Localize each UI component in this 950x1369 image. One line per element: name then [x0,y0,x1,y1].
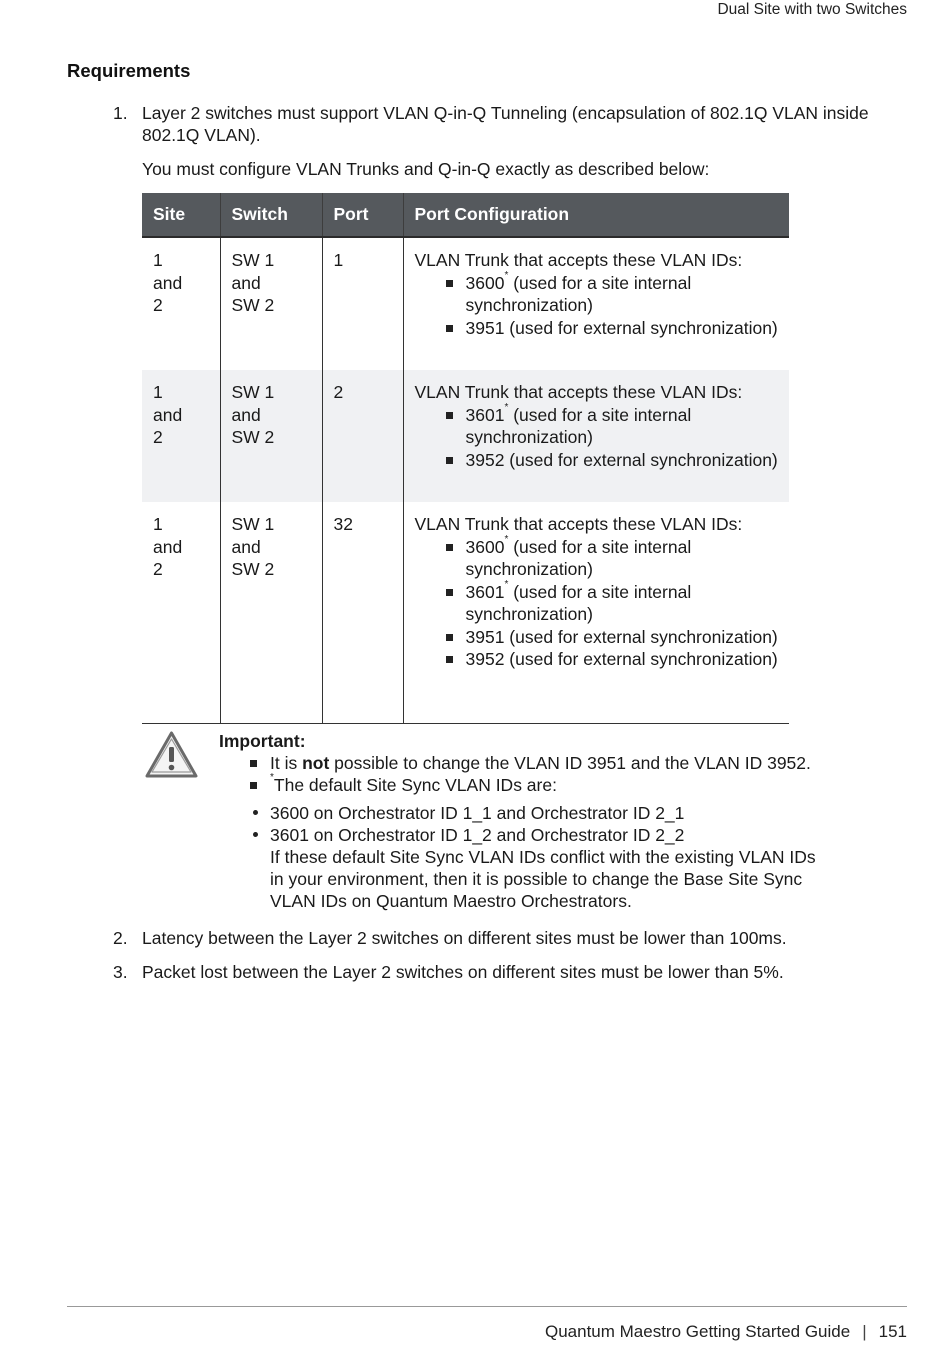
note-paragraph: If these default Site Sync VLAN IDs conflict with the existing VLAN IDs in your environment, then it is possible to change the Base Site Sync VLAN IDs on Quantum Maestro Orchestrators. [270,847,816,911]
vlan-id: 3951 [465,626,505,647]
switch-cell [220,502,322,724]
note-bullet [270,752,830,774]
vlan-id: 3601 [465,581,505,602]
vlan-list-item [465,578,782,626]
site-value: and [153,272,183,293]
table-lead-text: You must configure VLAN Trunks and Q-in-Q exactly as described below: [142,159,710,179]
switch-value: and [231,404,261,425]
vlan-list [415,269,782,340]
vlan-desc: (used for external synchronization) [504,317,778,338]
col-header-port: Port [322,193,403,237]
item-text: Latency between the Layer 2 switches on different sites must be lower than 100ms. [142,928,787,948]
vlan-list-item [465,401,782,449]
default-vlan-list [219,802,830,846]
site-value: 2 [153,295,163,315]
switch-value: SW 2 [231,295,275,315]
col-header-switch: Switch [220,193,322,237]
config-intro: VLAN Trunk that accepts these VLAN IDs: [414,250,743,270]
vlan-desc: (used for a site internal synchronization) [465,536,692,579]
vlan-desc: (used for a site internal synchronization) [465,404,692,447]
footer-separator: | [862,1322,867,1341]
footnote-mark: * [504,401,509,413]
site-cell [142,502,220,724]
vlan-config-table [142,193,789,724]
config-intro: VLAN Trunk that accepts these VLAN IDs: [414,382,743,402]
page-footer [545,1322,907,1342]
table-row [142,502,789,724]
site-value: 2 [153,427,163,447]
vlan-id: 3952 [465,649,505,669]
vlan-list-item [466,449,782,472]
switch-value: SW 1 [231,514,275,534]
vlan-list-item [465,269,782,317]
vlan-desc: (used for a site internal synchronization) [465,581,692,624]
item-text: Packet lost between the Layer 2 switches on different sites must be lower than 5%. [142,962,784,982]
switch-value: SW 2 [231,559,275,579]
vlan-id: 3600 [465,536,505,557]
switch-value: SW 2 [231,427,275,447]
table-row [142,237,789,370]
vlan-id: 3601 [465,404,505,425]
vlan-list [415,401,782,472]
note-bullet [270,774,830,796]
port-cell: 1 [322,237,403,370]
footnote-mark: * [504,269,509,281]
switch-value: SW 1 [231,382,275,402]
site-cell [142,237,220,370]
page-number: 151 [878,1322,907,1341]
table-header-row [142,193,789,237]
default-vlan-item: 3600 on Orchestrator ID 1_1 and Orchestrator ID 2_1 [270,802,830,824]
vlan-list [415,533,782,671]
default-vlan-item: 3601 on Orchestrator ID 1_2 and Orchestrator ID 2_2 [270,824,830,846]
footnote-mark: * [270,772,274,783]
config-intro: VLAN Trunk that accepts these VLAN IDs: [414,514,743,534]
switch-value: SW 1 [231,250,275,270]
vlan-list-item [466,648,782,671]
note-text: The default Site Sync VLAN IDs are: [273,775,557,795]
port-config-cell [403,237,789,370]
vlan-list-item [465,533,782,581]
guide-title: Quantum Maestro Getting Started Guide [544,1322,851,1341]
switch-cell [220,370,322,502]
note-text: possible to change the VLAN ID 3951 and the VLAN ID 3952. [329,753,811,773]
note-text: It is [270,753,303,773]
site-value: 1 [153,250,163,270]
warning-triangle-icon [144,730,199,780]
note-body [219,752,830,912]
table-row [142,370,789,502]
vlan-id: 3952 [465,449,505,470]
site-cell [142,370,220,502]
note-title: Important: [219,731,306,751]
switch-value: and [231,272,261,293]
note-bullet-list [219,752,830,796]
vlan-list-item [466,626,782,649]
site-value: and [153,404,183,425]
port-config-cell [403,370,789,502]
port-cell: 2 [322,370,403,502]
footnote-mark: * [504,533,509,545]
running-header: Dual Site with two Switches [717,1,907,18]
switch-cell [220,237,322,370]
section-title: Requirements [67,60,191,81]
vlan-desc: (used for external synchronization) [504,449,778,470]
vlan-id: 3600 [465,272,505,293]
col-header-port-configuration: Port Configuration [403,193,789,237]
port-config-cell [403,502,789,724]
item-number: 1. [113,103,128,123]
vlan-desc: (used for a site internal synchronization) [465,272,692,315]
vlan-id: 3951 [465,317,505,338]
switch-value: and [231,536,261,557]
vlan-list-item [466,317,782,340]
site-value: 1 [153,514,163,534]
item-text: Layer 2 switches must support VLAN Q-in-Q Tunneling (encapsulation of 802.1Q VLAN inside 802.1Q VLAN). [142,103,869,145]
col-header-site: Site [142,193,220,237]
footer-divider [67,1306,907,1307]
vlan-desc: (used for external synchronization) [504,626,778,647]
item-number: 2. [113,928,128,948]
site-value: and [153,536,183,557]
site-value: 1 [153,382,163,402]
item-number: 3. [113,962,128,982]
port-cell: 32 [322,502,403,724]
site-value: 2 [153,559,163,579]
footnote-mark: * [504,578,509,590]
vlan-desc: (used for external synchronization) [504,649,778,669]
note-emphasis: not [302,753,330,773]
